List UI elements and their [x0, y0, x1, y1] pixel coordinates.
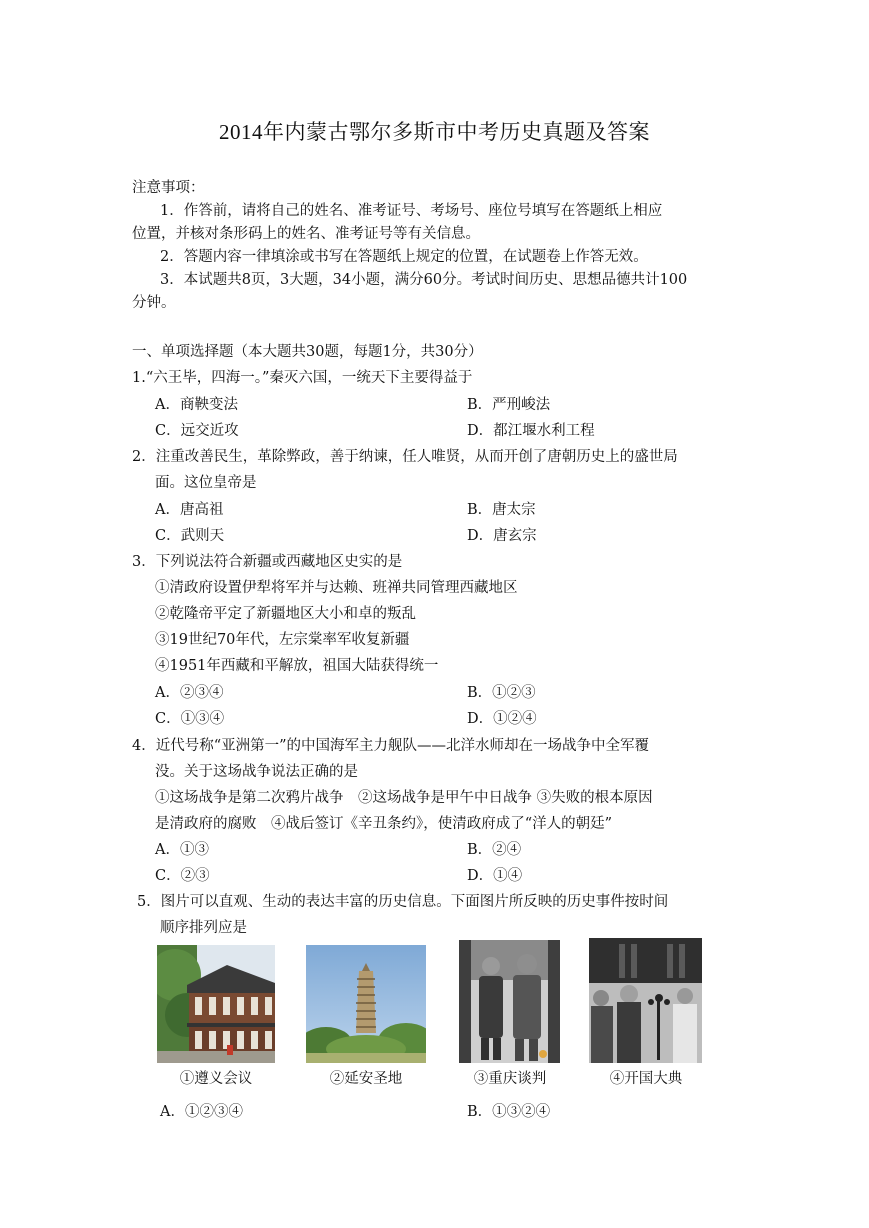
question-2-option-d: D．唐玄宗 — [467, 528, 537, 544]
chongqing-negotiation-photo — [459, 940, 560, 1063]
question-4-option-c: C．②③ — [155, 868, 210, 884]
notice-heading: 注意事项： — [132, 180, 205, 196]
question-2-option-c: C．武则天 — [155, 528, 225, 544]
question-4-option-d: D．①④ — [467, 868, 523, 884]
image-caption-3: ③重庆谈判 — [473, 1071, 547, 1087]
question-4-statements: ①这场战争是第二次鸦片战争 ②这场战争是甲午中日战争 ③失败的根本原因 — [155, 790, 653, 806]
question-4-option-b: B．②④ — [467, 842, 522, 858]
question-3-option-b: B．①②③ — [467, 685, 536, 701]
question-1-option-b: B．严刑峻法 — [467, 397, 551, 413]
question-2-stem-cont: 面。这位皇帝是 — [155, 475, 257, 491]
question-5-stem: 5．图片可以直观、生动的表达丰富的历史信息。下面图片所反映的历史事件按时间 — [137, 894, 669, 910]
question-2-option-b: B．唐太宗 — [467, 502, 536, 518]
question-1-option-c: C．远交近攻 — [155, 423, 239, 439]
notice-item-1: 1．作答前，请将自己的姓名、准考证号、考场号、座位号填写在答题纸上相应 — [160, 203, 663, 219]
question-3-stem: 3．下列说法符合新疆或西藏地区史实的是 — [132, 554, 403, 570]
image-caption-4: ④开国大典 — [609, 1071, 683, 1087]
question-3-option-c: C．①③④ — [155, 711, 225, 727]
notice-item-2: 2．答题内容一律填涂或书写在答题纸上规定的位置，在试题卷上作答无效。 — [160, 249, 648, 265]
question-1-option-d: D．都江堰水利工程 — [467, 423, 595, 439]
zunyi-conference-photo — [157, 945, 275, 1063]
notice-item-1-cont: 位置，并核对条形码上的姓名、准考证号等有关信息。 — [132, 226, 480, 242]
image-caption-2: ②延安圣地 — [329, 1071, 403, 1087]
question-4-stem-cont: 没。关于这场战争说法正确的是 — [155, 764, 358, 780]
question-4-stem: 4．近代号称“亚洲第一”的中国海军主力舰队——北洋水师却在一场战争中全军覆 — [132, 738, 650, 754]
question-3-statement-4: ④1951年西藏和平解放，祖国大陆获得统一 — [155, 658, 439, 674]
question-4-option-a: A．①③ — [155, 842, 209, 858]
page-title: 2014年内蒙古鄂尔多斯市中考历史真题及答案 — [219, 120, 650, 144]
question-5-option-b: B．①③②④ — [467, 1104, 551, 1120]
question-5-option-a: A．①②③④ — [160, 1104, 243, 1120]
question-4-statements-cont: 是清政府的腐败 ④战后签订《辛丑条约》，使清政府成了“洋人的朝廷” — [155, 816, 613, 832]
question-3-option-a: A．②③④ — [155, 685, 224, 701]
question-3-statement-2: ②乾隆帝平定了新疆地区大小和卓的叛乱 — [155, 606, 416, 622]
question-1-stem: 1.“六王毕，四海一。”秦灭六国，一统天下主要得益于 — [132, 370, 473, 386]
question-2-option-a: A．唐高祖 — [155, 502, 224, 518]
question-3-statement-1: ①清政府设置伊犁将军并与达赖、班禅共同管理西藏地区 — [155, 580, 518, 596]
question-1-option-a: A．商鞅变法 — [155, 397, 238, 413]
question-2-stem: 2．注重改善民生，革除弊政，善于纳谏，任人唯贤，从而开创了唐朝历史上的盛世局 — [132, 449, 678, 465]
notice-item-3: 3．本试题共8页，3大题，34小题，满分60分。考试时间历史、思想品德共计100 — [160, 272, 688, 288]
yanan-pagoda-photo — [306, 945, 426, 1063]
question-3-option-d: D．①②④ — [467, 711, 537, 727]
section-heading: 一、单项选择题（本大题共30题，每题1分，共30分） — [132, 344, 483, 360]
image-caption-1: ①遵义会议 — [179, 1071, 253, 1087]
founding-ceremony-photo — [589, 938, 702, 1063]
question-3-statement-3: ③19世纪70年代，左宗棠率军收复新疆 — [155, 632, 410, 648]
question-5-stem-cont: 顺序排列应是 — [160, 920, 247, 936]
notice-item-3-cont: 分钟。 — [132, 295, 176, 311]
